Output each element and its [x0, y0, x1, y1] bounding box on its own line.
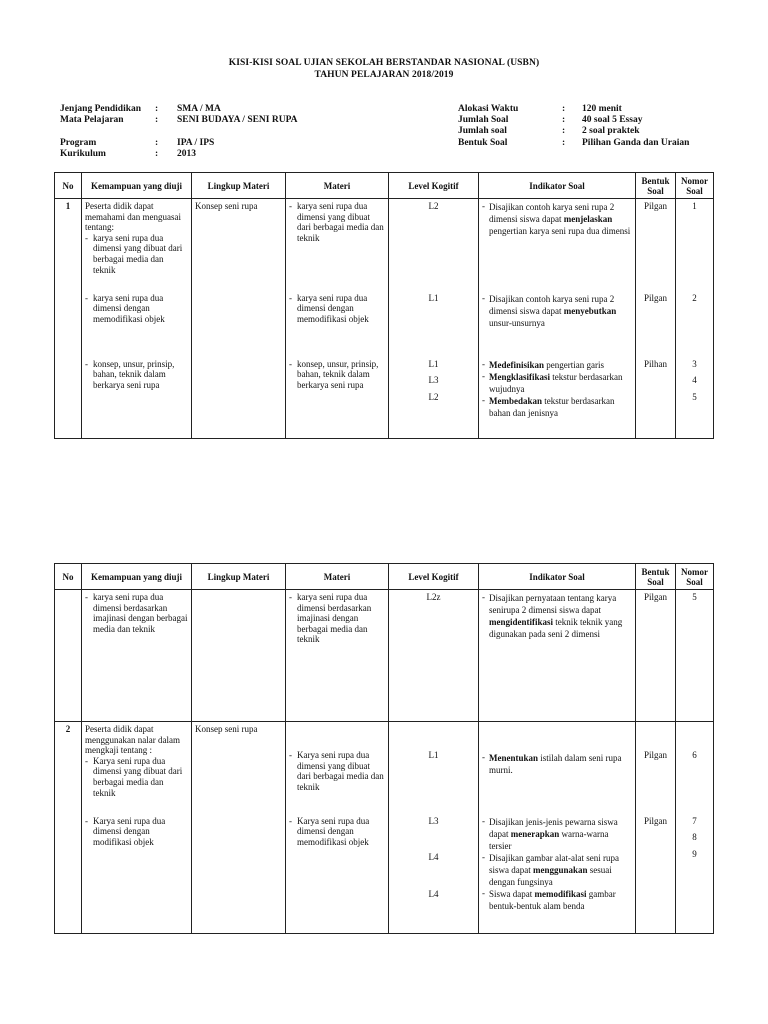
col-level: Level Kogitif — [389, 173, 479, 199]
row-indikator: - Disajikan contoh karya seni rupa 2 dimensi siswa dapat menyebutkan unsur-unsurnya — [479, 291, 636, 357]
col-kemampuan: Kemampuan yang diuji — [82, 564, 192, 590]
kisi-table-1 — [54, 172, 714, 439]
table-header-row — [55, 173, 714, 199]
table-row — [55, 590, 714, 722]
meta-jenjang: Jenjang Pendidikan : SMA / MA — [60, 104, 221, 114]
row-kemampuan: - Karya seni rupa dua dimensi dengan modifikasi objek — [82, 814, 192, 934]
row-materi: - Karya seni rupa dua dimensi yang dibuat dari berbagai media dan teknik — [286, 722, 389, 814]
row-kemampuan: Peserta didik dapat menggunakan nalar dalam mengkaji tentang : - Karya seni rupa dua dimensi yang dibuat dari berbagai media dan teknik — [82, 722, 192, 814]
row-nomor: 1 — [676, 199, 714, 291]
col-lingkup: Lingkup Materi — [192, 173, 286, 199]
row-level: L2z — [389, 590, 479, 722]
row-indikator: - Disajikan pernyataan tentang karya senirupa 2 dimensi siswa dapat mengidentifikasi teknik teknik yang digunakan pada seni 2 dimensi — [479, 590, 636, 722]
row-no: 2 — [55, 722, 82, 814]
meta-mapel: Mata Pelajaran : SENI BUDAYA / SENI RUPA — [60, 115, 298, 125]
row-nomor: 2 — [676, 291, 714, 357]
row-bentuk: Pilgan — [636, 291, 676, 357]
kisi-table-2 — [54, 563, 714, 934]
document-title: KISI-KISI SOAL UJIAN SEKOLAH BERSTANDAR NASIONAL (USBN) — [228, 58, 540, 68]
col-materi: Materi — [286, 564, 389, 590]
table-row — [55, 722, 714, 814]
col-indikator: Indikator Soal — [479, 564, 636, 590]
meta-jumlah-soal: Jumlah Soal : 40 soal 5 Essay — [458, 115, 643, 125]
row-indikator: - Menentukan istilah dalam seni rupa murni. — [479, 722, 636, 814]
meta-jumlah-praktek: Jumlah soal : 2 soal praktek — [458, 126, 640, 136]
row-materi: - karya seni rupa dua dimensi dengan memodifikasi objek — [286, 291, 389, 357]
meta-kurikulum: Kurikulum : 2013 — [60, 149, 196, 159]
row-indikator: - Disajikan contoh karya seni rupa 2 dimensi siswa dapat menjelaskan pengertian karya seni rupa dua dimensi — [479, 199, 636, 291]
row-materi: - karya seni rupa dua dimensi berdasarkan imajinasi dengan berbagai media dan teknik — [286, 590, 389, 722]
meta-alokasi: Alokasi Waktu : 120 menit — [458, 104, 622, 114]
col-bentuk: Bentuk Soal — [636, 564, 676, 590]
row-lingkup: Konsep seni rupa — [192, 722, 286, 814]
meta-bentuk-soal: Bentuk Soal : Pilihan Ganda dan Uraian — [458, 138, 690, 148]
row-level: L1 — [389, 722, 479, 814]
row-materi: - karya seni rupa dua dimensi yang dibuat dari berbagai media dan teknik — [286, 199, 389, 291]
row-bentuk: Pilgan — [636, 199, 676, 291]
col-materi: Materi — [286, 173, 389, 199]
col-level: Level Kogitif — [389, 564, 479, 590]
col-no: No — [55, 564, 82, 590]
row-materi: - Karya seni rupa dua dimensi dengan memodifikasi objek — [286, 814, 389, 934]
meta-program: Program : IPA / IPS — [60, 138, 215, 148]
row-no: 1 — [55, 199, 82, 291]
col-no: No — [55, 173, 82, 199]
table-row — [55, 199, 714, 291]
col-kemampuan: Kemampuan yang diuji — [82, 173, 192, 199]
row-materi: - konsep, unsur, prinsip, bahan, teknik dalam berkarya seni rupa — [286, 357, 389, 439]
row-nomor: 3 4 5 — [676, 357, 714, 439]
row-nomor: 5 — [676, 590, 714, 722]
row-level: L3 L4 L4 — [389, 814, 479, 934]
table-row — [55, 291, 714, 357]
row-indikator: - Disajikan jenis-jenis pewarna siswa dapat menerapkan warna-warna tersier - Disajikan gambar alat-alat seni rupa siswa dapat menggunakan sesuai dengan fungsinya - Siswa dapat memodifikasi gambar bentuk-bentuk alam benda — [479, 814, 636, 934]
row-kemampuan: - karya seni rupa dua dimensi berdasarkan imajinasi dengan berbagai media dan teknik — [82, 590, 192, 722]
row-bentuk: Pilgan — [636, 814, 676, 934]
row-bentuk: Pilgan — [636, 590, 676, 722]
row-kemampuan: - konsep, unsur, prinsip, bahan, teknik dalam berkarya seni rupa — [82, 357, 192, 439]
col-nomor: Nomor Soal — [676, 564, 714, 590]
table-header-row — [55, 564, 714, 590]
col-nomor: Nomor Soal — [676, 173, 714, 199]
row-nomor: 6 — [676, 722, 714, 814]
document-subtitle: TAHUN PELAJARAN 2018/2019 — [314, 70, 454, 80]
table-row — [55, 357, 714, 439]
row-lingkup: Konsep seni rupa — [192, 199, 286, 291]
row-nomor: 7 8 9 — [676, 814, 714, 934]
row-level: L2 — [389, 199, 479, 291]
row-bentuk: Pilgan — [636, 722, 676, 814]
col-lingkup: Lingkup Materi — [192, 564, 286, 590]
col-bentuk: Bentuk Soal — [636, 173, 676, 199]
row-level: L1 L3 L2 — [389, 357, 479, 439]
table-row — [55, 814, 714, 934]
row-bentuk: Pilhan — [636, 357, 676, 439]
row-indikator: - Medefinisikan pengertian garis - Mengklasifikasi tekstur berdasarkan wujudnya - Membedakan tekstur berdasarkan bahan dan jenisnya — [479, 357, 636, 439]
row-kemampuan: Peserta didik dapat memahami dan menguasai tentang: - karya seni rupa dua dimensi yang dibuat dari berbagai media dan teknik — [82, 199, 192, 291]
row-kemampuan: - karya seni rupa dua dimensi dengan memodifikasi objek — [82, 291, 192, 357]
row-level: L1 — [389, 291, 479, 357]
col-indikator: Indikator Soal — [479, 173, 636, 199]
